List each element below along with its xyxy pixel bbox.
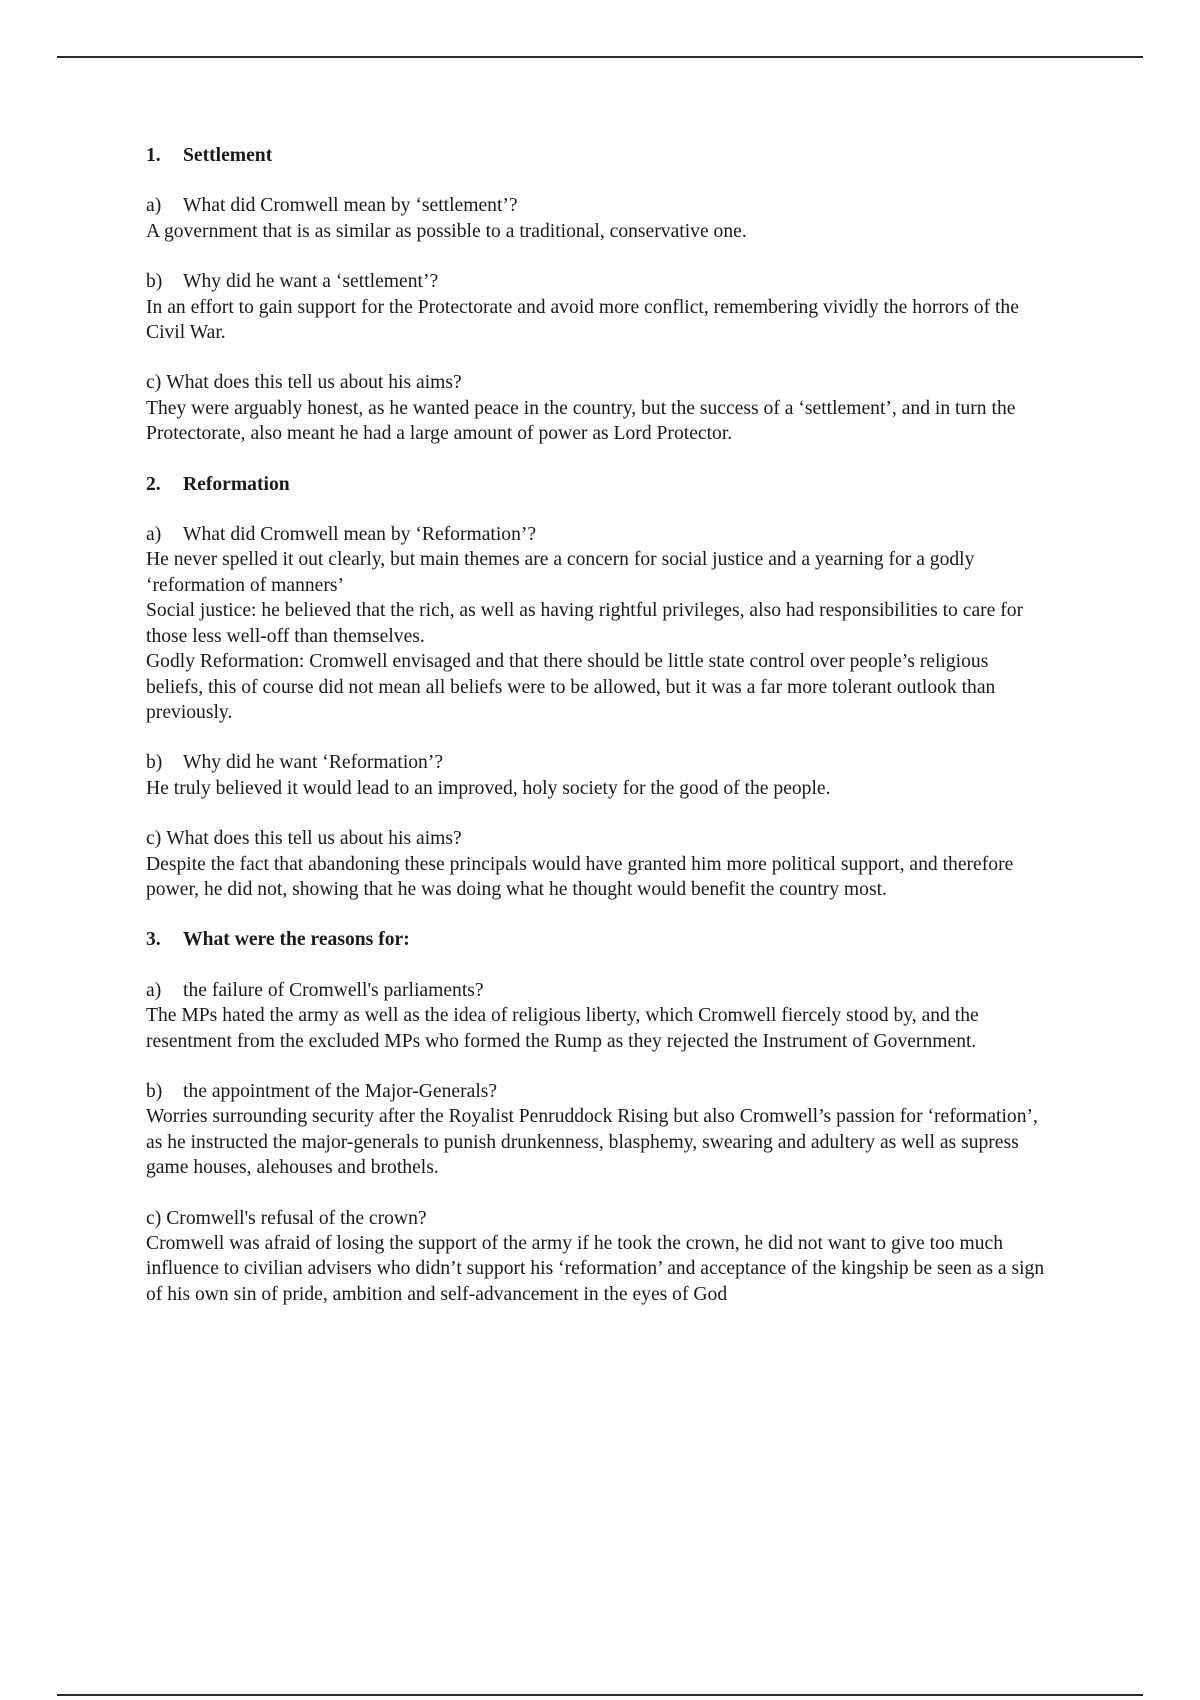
answer-text: Despite the fact that abandoning these principals would have granted him more political support, and therefore power, he did not, showing that he was doing what he thought would benefit the country most.	[146, 853, 1014, 900]
answer-text: A government that is as similar as possible to a traditional, conservative one.	[146, 220, 747, 242]
answer-text: In an effort to gain support for the Protectorate and avoid more conflict, remembering vividly the horrors of the Civil War.	[146, 296, 1019, 344]
document-body	[146, 143, 1046, 1307]
section-title: Reformation	[183, 473, 290, 495]
question-letter: c)	[146, 1207, 162, 1229]
question-text: the appointment of the Major-Generals?	[183, 1080, 498, 1102]
answer-text: He never spelled it out clearly, but main themes are a concern for social justice and a yearning for a godly ‘reformation of manners’	[146, 549, 975, 596]
question-line	[146, 522, 1046, 547]
bottom-rule	[57, 1694, 1143, 1696]
question-block	[146, 1206, 1046, 1308]
question-block	[146, 1079, 1046, 1181]
question-line	[146, 826, 1046, 851]
question-line	[146, 370, 1046, 395]
question-text: the failure of Cromwell's parliaments?	[183, 979, 484, 1001]
question-block	[146, 193, 1046, 244]
section-reformation	[146, 472, 1046, 903]
answer-text: He truly believed it would lead to an improved, holy society for the good of the people.	[146, 777, 831, 799]
question-block	[146, 750, 1046, 801]
question-block	[146, 370, 1046, 446]
question-text: What did Cromwell mean by ‘Reformation’?	[183, 524, 537, 546]
question-line	[146, 269, 1046, 294]
section-heading	[146, 472, 1046, 497]
question-letter: b)	[146, 752, 163, 774]
question-block	[146, 522, 1046, 725]
question-line	[146, 750, 1046, 775]
question-text: What does this tell us about his aims?	[166, 372, 462, 394]
question-line	[146, 1079, 1046, 1104]
section-reasons	[146, 927, 1046, 1307]
section-heading	[146, 927, 1046, 952]
answer-text: Worries surrounding security after the Royalist Penruddock Rising but also Cromwell’s passion for ‘reformation’, as he instructed the major-generals to punish drunkenness, blasphemy, swearing and adultery as well as supress game houses, alehouses and brothels.	[146, 1106, 1038, 1179]
top-rule	[57, 56, 1143, 58]
section-number: 1.	[146, 145, 161, 166]
question-letter: a)	[146, 524, 162, 546]
question-text: Why did he want a ‘settlement’?	[183, 271, 439, 293]
question-letter: a)	[146, 195, 162, 217]
question-letter: c)	[146, 828, 162, 850]
question-block	[146, 978, 1046, 1054]
answer-text: Social justice: he believed that the rich, as well as having rightful privileges, also had responsibilities to care for those less well-off than themselves.	[146, 600, 1024, 647]
question-letter: c)	[146, 372, 162, 394]
question-letter: a)	[146, 979, 162, 1001]
question-letter: b)	[146, 1080, 163, 1102]
question-text: Cromwell's refusal of the crown?	[166, 1207, 427, 1229]
section-settlement	[146, 143, 1046, 447]
question-block	[146, 826, 1046, 902]
question-line	[146, 1206, 1046, 1231]
answer-text: The MPs hated the army as well as the idea of religious liberty, which Cromwell fiercely stood by, and the resentment from the excluded MPs who formed the Rump as they rejected the Instrument of Government.	[146, 1005, 979, 1052]
section-title: What were the reasons for:	[183, 929, 410, 951]
question-line	[146, 193, 1046, 218]
question-text: What does this tell us about his aims?	[166, 828, 462, 850]
question-letter: b)	[146, 271, 163, 293]
answer-text: They were arguably honest, as he wanted peace in the country, but the success of a ‘settlement’, and in turn the Protectorate, also meant he had a large amount of power as Lord Protector.	[146, 397, 1016, 445]
answer-text: Cromwell was afraid of losing the support of the army if he took the crown, he did not want to give too much influence to civilian advisers who didn’t support his ‘reformation’ and acceptance of the kingship be seen as a sign of his own sin of pride, ambition and self-advancement in the eyes of God	[146, 1233, 1045, 1305]
section-title: Settlement	[183, 145, 273, 166]
section-heading	[146, 143, 1046, 168]
question-line	[146, 978, 1046, 1003]
question-block	[146, 269, 1046, 345]
section-number: 3.	[146, 929, 161, 951]
section-number: 2.	[146, 473, 161, 495]
question-text: What did Cromwell mean by ‘settlement’?	[183, 195, 518, 217]
answer-text: Godly Reformation: Cromwell envisaged and that there should be little state control over people’s religious beliefs, this of course did not mean all beliefs were to be allowed, but it was a far more tolerant outlook than previously.	[146, 651, 996, 723]
question-text: Why did he want ‘Reformation’?	[183, 752, 444, 774]
